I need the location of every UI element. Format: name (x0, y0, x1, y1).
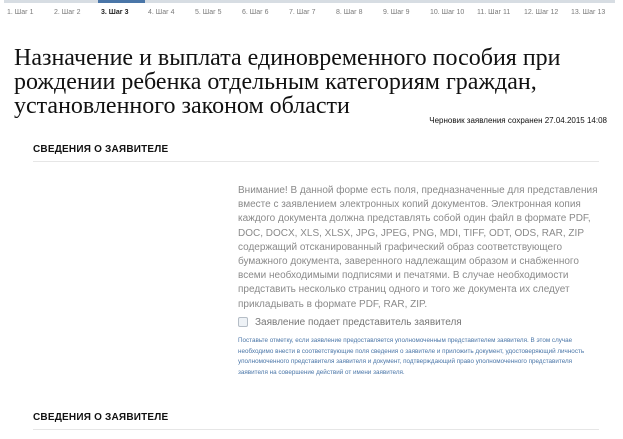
section-title-applicant: СВЕДЕНИЯ О ЗАЯВИТЕЛЕ (33, 144, 169, 155)
step-11[interactable] (474, 0, 521, 24)
step-label: 4. Шаг 4 (148, 9, 175, 16)
step-2[interactable] (51, 0, 98, 24)
section-divider (33, 429, 599, 430)
step-label: 9. Шаг 9 (383, 9, 410, 16)
step-label: 6. Шаг 6 (242, 9, 269, 16)
section-title-applicant-2: СВЕДЕНИЯ О ЗАЯВИТЕЛЕ (33, 412, 169, 423)
representative-checkbox[interactable] (238, 317, 248, 327)
step-12[interactable] (521, 0, 568, 24)
page-title: Назначение и выплата единовременного пособия при рождении ребенка отдельным категориям граждан, установленного законом области (14, 45, 561, 119)
step-label: 3. Шаг 3 (101, 9, 129, 16)
step-label: 8. Шаг 8 (336, 9, 363, 16)
section-divider (33, 161, 599, 162)
step-label: 11. Шаг 11 (477, 9, 511, 16)
step-1[interactable] (4, 0, 51, 24)
step-label: 13. Шаг 13 (571, 9, 606, 16)
step-label: 1. Шаг 1 (7, 9, 34, 16)
step-10[interactable] (427, 0, 474, 24)
documents-notice: Внимание! В данной форме есть поля, предназначенные для представления вместе с заявлением электронных копий документов. Электронная копия каждого документа должна представлять собой один файл в формате PDF, DOC, DOCX, XLS, XLSX, JPG, JPEG, PNG, MDI, TIFF, ODT, ODS, RAR, ZIP содержащий отсканированный графический образ соответствующего бумажного документа, заверенного надлежащим образом и снабженного всеми необходимыми подписями и печатями. В случае необходимости представить несколько страниц одного и того же документа их следует прикладывать в формате PDF, RAR, ZIP. (238, 185, 598, 310)
step-label: 10. Шаг 10 (430, 9, 465, 16)
step-7[interactable] (286, 0, 333, 24)
step-5[interactable] (192, 0, 239, 24)
step-3[interactable] (98, 0, 145, 24)
step-6[interactable] (239, 0, 286, 24)
step-4[interactable] (145, 0, 192, 24)
step-label: 7. Шаг 7 (289, 9, 316, 16)
step-label: 2. Шаг 2 (54, 9, 81, 16)
step-label: 5. Шаг 5 (195, 9, 222, 16)
step-progress-bar (0, 0, 623, 24)
representative-hint: Поставьте отметку, если заявление предоставляется уполномоченным представителем заявителя. В этом случае необходимо внести в соответствующие поля сведения о заявителе и приложить документ, удостоверяющий личность уполномоченного представителя заявителя и документ, подтверждающий право уполномоченного представителя заявителя на совершение действий от имени заявителя. (238, 337, 585, 377)
step-13[interactable] (568, 0, 615, 24)
representative-checkbox-label[interactable]: Заявление подает представитель заявителя (255, 316, 462, 328)
draft-saved-status: Черновик заявления сохранен 27.04.2015 14:08 (429, 116, 607, 125)
representative-checkbox-row[interactable] (238, 315, 462, 329)
step-8[interactable] (333, 0, 380, 24)
step-label: 12. Шаг 12 (524, 9, 559, 16)
step-9[interactable] (380, 0, 427, 24)
